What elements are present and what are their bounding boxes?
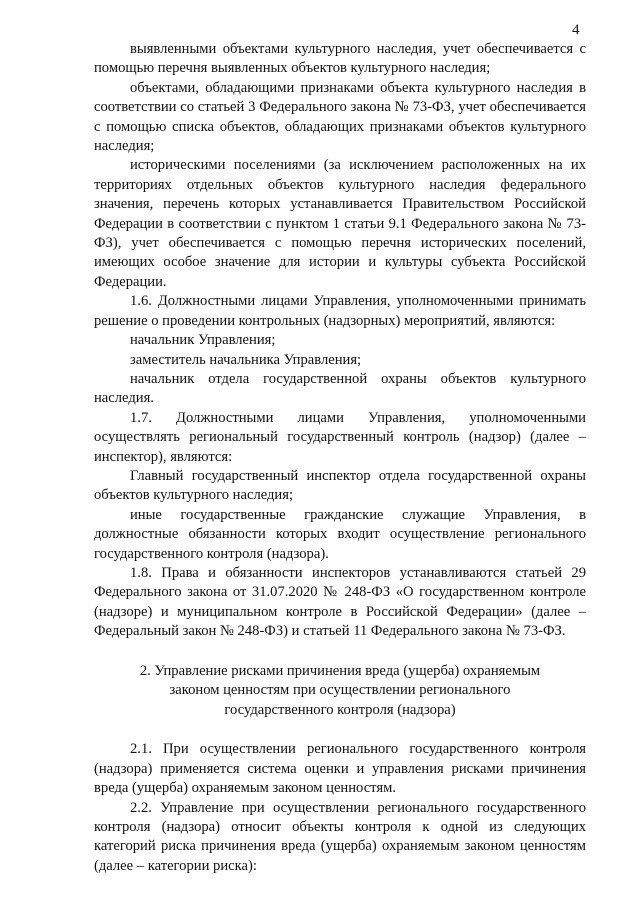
paragraph-1-8: 1.8. Права и обязанности инспекторов устанавливаются статьей 29 Федерального закона от 31.07.2020 № 248-ФЗ «О государственном контроле (надзоре) и муниципальном контроле в Российской Федерации» (далее – Федеральный закон № 248-ФЗ) и статьей 11 Федерального закона № 73-ФЗ. [94, 564, 586, 640]
page-number: 4 [572, 22, 580, 38]
section-2-heading-line-3: государственного контроля (надзора) [224, 701, 456, 718]
section-2-heading-line-2: законом ценностям при осуществлении регионального [169, 682, 511, 699]
paragraph-head-of-department: начальник Управления; [130, 332, 276, 349]
paragraph-chief-inspector: Главный государственный инспектор отдела государственной охраны объектов культурного наследия; [94, 467, 586, 504]
paragraph-2-1: 2.1. При осуществлении регионального государственного контроля (надзора) применяется система оценки и управления рисками причинения вреда (ущерба) охраняемым законом ценностям. [94, 741, 586, 797]
paragraph-identified-objects: выявленными объектами культурного наследия, учет обеспечивается с помощью перечня выявленных объектов культурного наследия; [94, 41, 586, 77]
paragraph-head-of-division: начальник отдела государственной охраны объектов культурного наследия. [94, 370, 586, 407]
paragraph-objects-with-features: объектами, обладающими признаками объекта культурного наследия в соответствии со статьей 3 Федерального закона № 73-ФЗ, учет обеспечивается с помощью списка объектов, обладающих признаками объектов культурного наследия; [94, 79, 586, 155]
paragraph-1-6: 1.6. Должностными лицами Управления, уполномоченными принимать решение о проведении контрольных (надзорных) мероприятий, являются: [94, 293, 586, 329]
paragraph-other-servants: иные государственные гражданские служащие Управления, в должностные обязанности которых входит осуществление регионального государственного контроля (надзора). [94, 506, 586, 562]
document-body [94, 40, 586, 876]
section-2-heading [94, 662, 586, 721]
paragraph-1-7: 1.7. Должностными лицами Управления, уполномоченными осуществлять региональный государственный контроль (надзор) (далее – инспектор), являются: [94, 409, 586, 465]
paragraph-deputy-head: заместитель начальника Управления; [130, 351, 362, 368]
paragraph-2-2: 2.2. Управление при осуществлении регионального государственного контроля (надзора) относит объекты контроля к одной из следующих категорий риска причинения вреда (ущерба) охраняемым законом ценностям (далее – категории риска): [94, 799, 586, 874]
paragraph-historic-settlements: историческими поселениями (за исключением расположенных на их территориях отдельных объектов культурного наследия федерального значения, перечень которых устанавливается Правительством Российской Федерации в соответствии с пунктом 1 статьи 9.1 Федерального закона № 73-ФЗ), учет обеспечивается с помощью перечня исторических поселений, имеющих особое значение для истории и культуры субъекта Российской Федерации. [94, 157, 586, 290]
section-2-heading-line-1: 2. Управление рисками причинения вреда (ущерба) охраняемым [139, 662, 541, 679]
